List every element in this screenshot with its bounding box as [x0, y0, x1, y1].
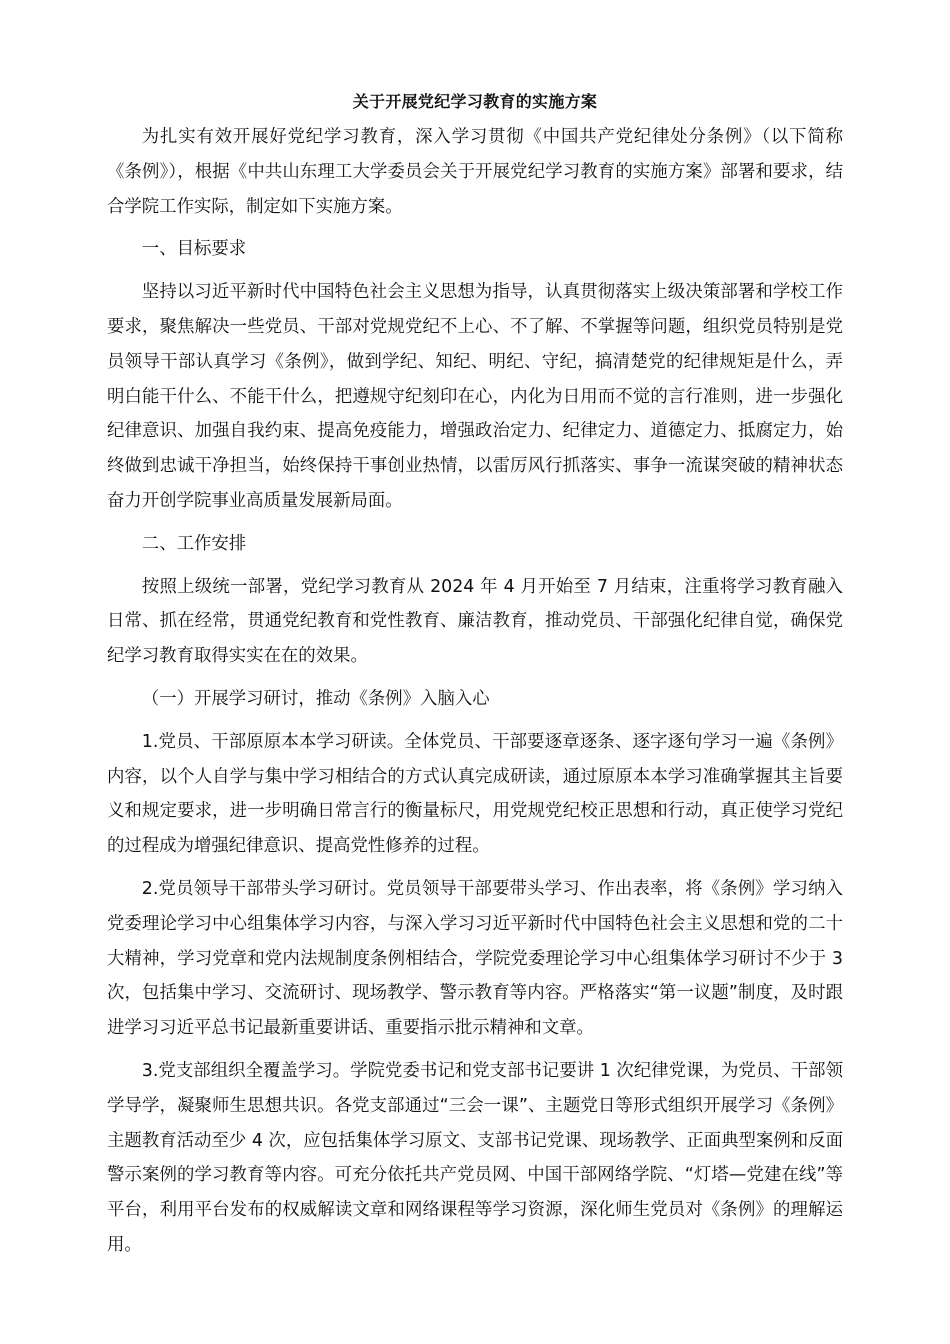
section-body-arrangement: 按照上级统一部署，党纪学习教育从 2024 年 4 月开始至 7 月结束，注重将学习教育融入日常、抓在经常，贯通党纪教育和党性教育、廉洁教育，推动党员、干部强化纪律自觉，确保党纪学习教育取得实实在在的效果。 [107, 576, 843, 667]
section-body-goals: 坚持以习近平新时代中国特色社会主义思想为指导，认真贯彻落实上级决策部署和学校工作要求，聚焦解决一些党员、干部对党规党纪不上心、不了解、不掌握等问题，组织党员特别是党员领导干部认真学习《条例》，做到学纪、知纪、明纪、守纪，搞清楚党的纪律规矩是什么，弄明白能干什么、不能干什么，把遵规守纪刻印在心，内化为日用而不觉的言行准则，进一步强化纪律意识、加强自我约束、提高免疫能力，增强政治定力、纪律定力、道德定力、抵腐定力，始终做到忠诚干净担当，始终保持干事创业热情，以雷厉风行抓落实、事争一流谋突破的精神状态奋力开创学院事业高质量发展新局面。 [107, 282, 843, 511]
subsection-heading-study: （一）开展学习研讨，推动《条例》入脑入心 [141, 688, 490, 709]
document-page [107, 90, 843, 1271]
section-heading-goals: 一、目标要求 [141, 239, 247, 260]
section-heading-arrangement: 二、工作安排 [141, 533, 247, 554]
document-title: 关于开展党纪学习教育的实施方案 [352, 92, 598, 111]
list-item-3: 3.党支部组织全覆盖学习。学院党委书记和党支部书记要讲 1 次纪律党课，为党员、干部领学导学，凝聚师生思想共识。各党支部通过“三会一课”、主题党日等形式组织开展学习《条例》主题教育活动至少 4 次，应包括集体学习原文、支部书记党课、现场教学、正面典型案例和反面警示案例的学习教育等内容。可充分依托共产党员网、中国干部网络学院、“灯塔—党建在线”等平台，利用平台发布的权威解读文章和网络课程等学习资源，深化师生党员对《条例》的理解运用。 [107, 1060, 843, 1255]
intro-paragraph: 为扎实有效开展好党纪学习教育，深入学习贯彻《中国共产党纪律处分条例》（以下简称《条例》），根据《中共山东理工大学委员会关于开展党纪学习教育的实施方案》部署和要求，结合学院工作实际，制定如下实施方案。 [107, 127, 843, 217]
list-item-2: 2.党员领导干部带头学习研讨。党员领导干部要带头学习、作出表率，将《条例》学习纳入党委理论学习中心组集体学习内容，与深入学习习近平新时代中国特色社会主义思想和党的二十大精神，学习党章和党内法规制度条例相结合，学院党委理论学习中心组集体学习研讨不少于 3 次，包括集中学习、交流研讨、现场教学、警示教育等内容。严格落实“第一议题”制度，及时跟进学习习近平总书记最新重要讲话、重要指示批示精神和文章。 [107, 878, 843, 1039]
list-item-1: 1.党员、干部原原本本学习研读。全体党员、干部要逐章逐条、逐字逐句学习一遍《条例》内容，以个人自学与集中学习相结合的方式认真完成研读，通过原原本本学习准确掌握其主旨要义和规定要求，进一步明确日常言行的衡量标尺，用党规党纪校正思想和行动，真正使学习党纪的过程成为增强纪律意识、提高党性修养的过程。 [107, 731, 843, 857]
